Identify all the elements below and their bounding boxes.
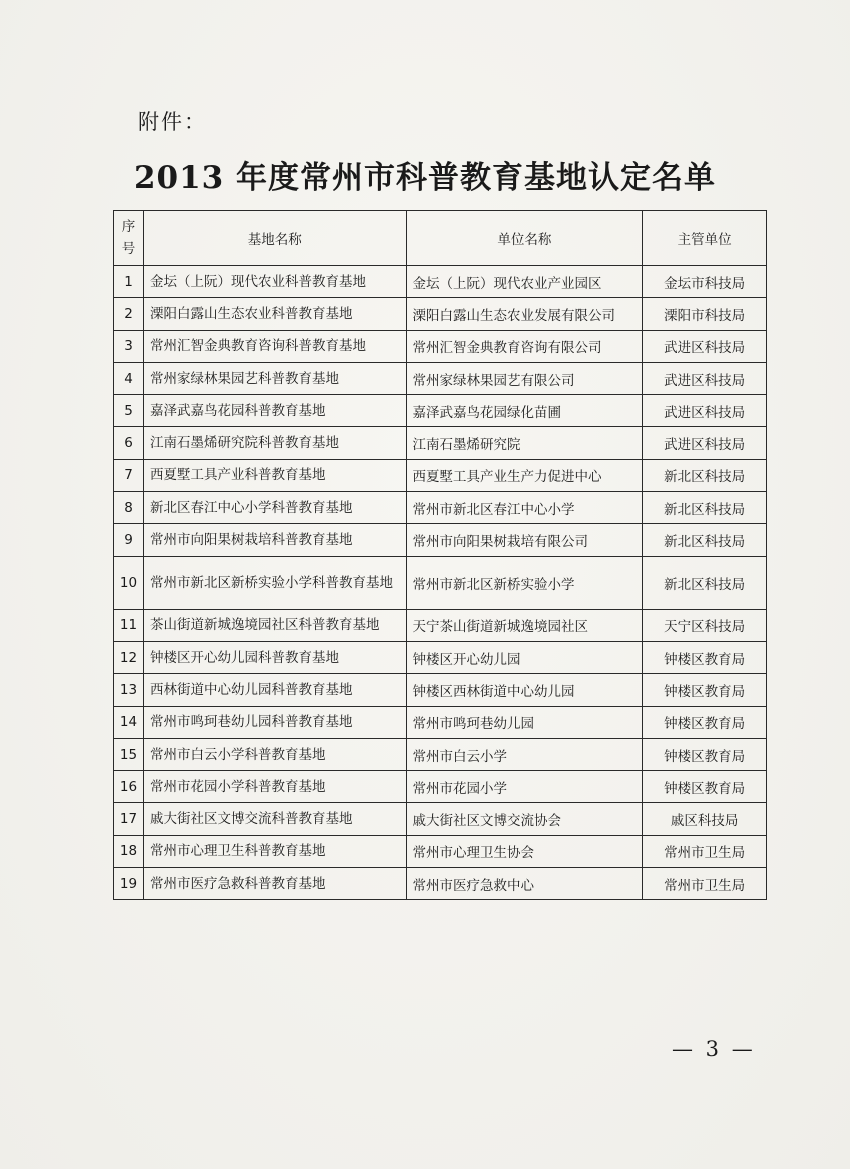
row-unit-name: 常州市鸣珂巷幼儿园: [406, 706, 643, 738]
row-base-name: 常州市心理卫生科普教育基地: [143, 835, 406, 867]
row-base-name: 西夏墅工具产业科普教育基地: [143, 459, 406, 491]
row-base-name: 常州家绿林果园艺科普教育基地: [143, 362, 406, 394]
page-number: — 3 —: [672, 1037, 756, 1061]
row-department: 钟楼区教育局: [643, 706, 767, 738]
table-row: [114, 266, 767, 298]
table-row: [114, 427, 767, 459]
header-seq: 序号: [114, 211, 144, 266]
row-department: 新北区科技局: [643, 492, 767, 524]
row-number: 15: [114, 738, 144, 770]
row-number: 14: [114, 706, 144, 738]
row-unit-name: 常州市白云小学: [406, 738, 643, 770]
table-row: [114, 330, 767, 362]
table-row: [114, 492, 767, 524]
table-row: [114, 835, 767, 867]
row-unit-name: 常州市心理卫生协会: [406, 835, 643, 867]
table-row: [114, 803, 767, 835]
row-unit-name: 常州市新北区新桥实验小学: [406, 556, 643, 609]
row-number: 16: [114, 771, 144, 803]
table-row: [114, 674, 767, 706]
row-unit-name: 常州市医疗急救中心: [406, 868, 643, 900]
row-department: 武进区科技局: [643, 395, 767, 427]
row-unit-name: 常州汇智金典教育咨询有限公司: [406, 330, 643, 362]
row-department: 新北区科技局: [643, 524, 767, 556]
row-base-name: 西林街道中心幼儿园科普教育基地: [143, 674, 406, 706]
row-department: 武进区科技局: [643, 362, 767, 394]
row-base-name: 常州市白云小学科普教育基地: [143, 738, 406, 770]
row-unit-name: 江南石墨烯研究院: [406, 427, 643, 459]
row-unit-name: 常州市新北区春江中心小学: [406, 492, 643, 524]
row-department: 钟楼区教育局: [643, 771, 767, 803]
row-unit-name: 西夏墅工具产业生产力促进中心: [406, 459, 643, 491]
row-number: 2: [114, 298, 144, 330]
row-number: 6: [114, 427, 144, 459]
table-row: [114, 298, 767, 330]
row-base-name: 戚大街社区文博交流科普教育基地: [143, 803, 406, 835]
header-base-name: 基地名称: [143, 211, 406, 266]
table-row: [114, 641, 767, 673]
row-number: 3: [114, 330, 144, 362]
row-department: 武进区科技局: [643, 330, 767, 362]
row-base-name: 茶山街道新城逸境园社区科普教育基地: [143, 609, 406, 641]
row-number: 13: [114, 674, 144, 706]
row-unit-name: 钟楼区西林街道中心幼儿园: [406, 674, 643, 706]
table-row: [114, 524, 767, 556]
row-unit-name: 钟楼区开心幼儿园: [406, 641, 643, 673]
row-base-name: 常州汇智金典教育咨询科普教育基地: [143, 330, 406, 362]
row-department: 天宁区科技局: [643, 609, 767, 641]
header-department: 主管单位: [643, 211, 767, 266]
table-row: [114, 395, 767, 427]
row-department: 溧阳市科技局: [643, 298, 767, 330]
row-unit-name: 常州家绿林果园艺有限公司: [406, 362, 643, 394]
table-row: [114, 609, 767, 641]
table-row: [114, 362, 767, 394]
row-number: 7: [114, 459, 144, 491]
row-base-name: 钟楼区开心幼儿园科普教育基地: [143, 641, 406, 673]
row-number: 19: [114, 868, 144, 900]
row-number: 5: [114, 395, 144, 427]
row-base-name: 常州市医疗急救科普教育基地: [143, 868, 406, 900]
row-department: 戚区科技局: [643, 803, 767, 835]
row-number: 4: [114, 362, 144, 394]
row-base-name: 金坛（上阮）现代农业科普教育基地: [143, 266, 406, 298]
header-unit-name: 单位名称: [406, 211, 643, 266]
row-base-name: 溧阳白露山生态农业科普教育基地: [143, 298, 406, 330]
row-base-name: 常州市花园小学科普教育基地: [143, 771, 406, 803]
row-department: 新北区科技局: [643, 556, 767, 609]
row-base-name: 常州市鸣珂巷幼儿园科普教育基地: [143, 706, 406, 738]
row-number: 8: [114, 492, 144, 524]
row-department: 新北区科技局: [643, 459, 767, 491]
row-number: 1: [114, 266, 144, 298]
row-department: 武进区科技局: [643, 427, 767, 459]
row-number: 18: [114, 835, 144, 867]
row-unit-name: 溧阳白露山生态农业发展有限公司: [406, 298, 643, 330]
row-department: 常州市卫生局: [643, 835, 767, 867]
row-unit-name: 金坛（上阮）现代农业产业园区: [406, 266, 643, 298]
row-number: 10: [114, 556, 144, 609]
row-unit-name: 嘉泽武嘉鸟花园绿化苗圃: [406, 395, 643, 427]
row-unit-name: 戚大街社区文博交流协会: [406, 803, 643, 835]
row-base-name: 常州市向阳果树栽培科普教育基地: [143, 524, 406, 556]
table-row: [114, 868, 767, 900]
table-row: [114, 459, 767, 491]
row-department: 金坛市科技局: [643, 266, 767, 298]
row-base-name: 常州市新北区新桥实验小学科普教育基地: [143, 556, 406, 609]
page-title: 2013 年度常州市科普教育基地认定名单: [133, 160, 717, 196]
row-number: 12: [114, 641, 144, 673]
table-row: [114, 556, 767, 609]
table-row: [114, 738, 767, 770]
row-number: 9: [114, 524, 144, 556]
attachment-label: 附件：: [138, 110, 207, 134]
table-row: [114, 771, 767, 803]
row-department: 钟楼区教育局: [643, 674, 767, 706]
row-base-name: 新北区春江中心小学科普教育基地: [143, 492, 406, 524]
row-base-name: 江南石墨烯研究院科普教育基地: [143, 427, 406, 459]
row-department: 钟楼区教育局: [643, 738, 767, 770]
row-department: 常州市卫生局: [643, 868, 767, 900]
row-number: 11: [114, 609, 144, 641]
row-unit-name: 常州市向阳果树栽培有限公司: [406, 524, 643, 556]
row-unit-name: 天宁茶山街道新城逸境园社区: [406, 609, 643, 641]
row-number: 17: [114, 803, 144, 835]
row-unit-name: 常州市花园小学: [406, 771, 643, 803]
row-base-name: 嘉泽武嘉鸟花园科普教育基地: [143, 395, 406, 427]
table-row: [114, 706, 767, 738]
recognition-list-table: [113, 210, 767, 900]
row-department: 钟楼区教育局: [643, 641, 767, 673]
table-header-row: [114, 211, 767, 266]
